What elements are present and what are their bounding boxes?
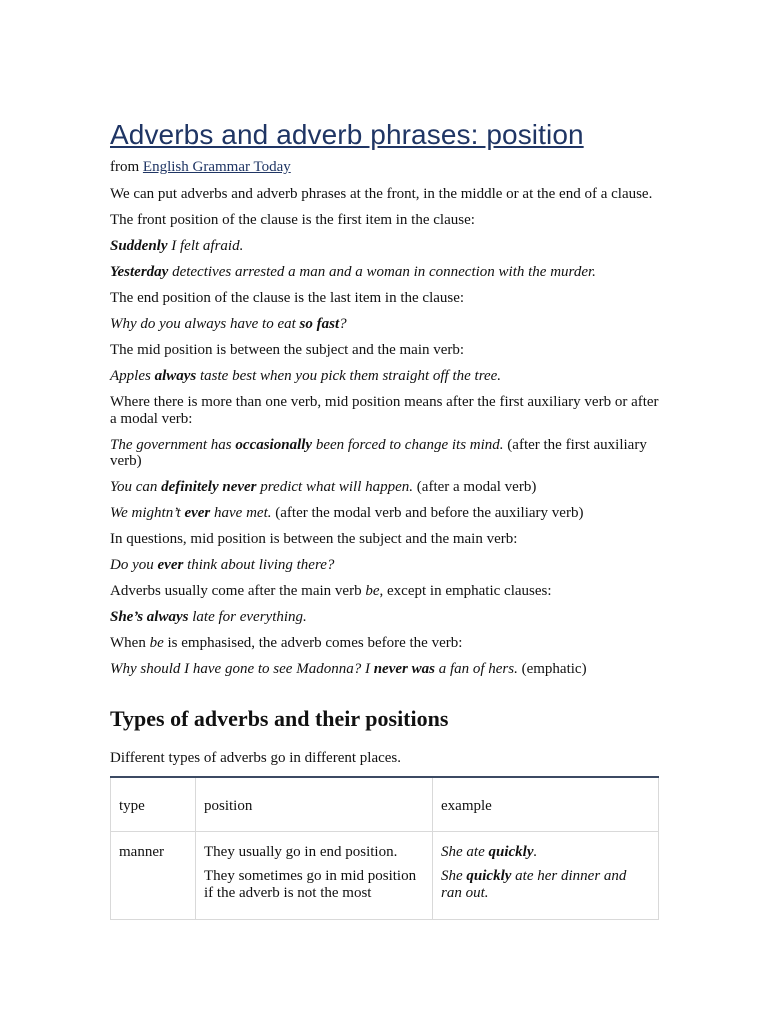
cell-paragraph: They usually go in end position. — [204, 843, 398, 860]
source-line — [110, 158, 660, 176]
paragraph: Why do you always have to eat so fast? — [110, 316, 347, 332]
paragraph: Yesterday detectives arrested a man and a woman in connection with the murder. — [110, 264, 596, 280]
source-prefix: from — [110, 159, 143, 175]
header-type: type — [111, 777, 196, 831]
page-title: Adverbs and adverb phrases: position — [110, 119, 584, 150]
table-header-row — [111, 777, 659, 831]
source-link[interactable]: English Grammar Today — [142, 159, 291, 175]
paragraph: Where there is more than one verb, mid position means after the first auxiliary verb or after a modal verb: — [110, 394, 659, 427]
header-example: example — [433, 777, 659, 831]
cell-position — [196, 831, 433, 919]
paragraph: Suddenly I felt afraid. — [110, 238, 244, 254]
section-intro: Different types of adverbs go in different places. — [110, 749, 402, 766]
paragraph: We can put adverbs and adverb phrases at the front, in the middle or at the end of a clause. — [110, 186, 653, 202]
cell-example-sentence: She quickly ate her dinner and ran out. — [441, 868, 627, 901]
cell-example-sentence: She ate quickly. — [441, 843, 538, 860]
cell-example — [433, 831, 659, 919]
paragraph: She’s always late for everything. — [110, 609, 307, 625]
paragraph: The government has occasionally been forced to change its mind. (after the first auxiliary verb) — [110, 436, 647, 469]
adverb-types-table — [110, 776, 659, 920]
body-text — [110, 186, 660, 678]
cell-type: manner — [111, 831, 196, 919]
paragraph: We mightn’t ever have met. (after the modal verb and before the auxiliary verb) — [110, 505, 584, 521]
section-heading: Types of adverbs and their positions — [110, 705, 449, 731]
paragraph: Why should I have gone to see Madonna? I never was a fan of hers. (emphatic) — [110, 661, 587, 677]
paragraph: You can definitely never predict what will happen. (after a modal verb) — [110, 479, 537, 495]
paragraph: When be is emphasised, the adverb comes before the verb: — [110, 635, 463, 651]
paragraph: Adverbs usually come after the main verb be, except in emphatic clauses: — [110, 583, 552, 599]
header-position: position — [196, 777, 433, 831]
table-row — [111, 831, 659, 919]
paragraph: The front position of the clause is the first item in the clause: — [110, 212, 475, 228]
paragraph: Do you ever think about living there? — [110, 557, 335, 573]
paragraph: The mid position is between the subject and the main verb: — [110, 342, 465, 358]
paragraph: The end position of the clause is the last item in the clause: — [110, 290, 465, 306]
paragraph: In questions, mid position is between the subject and the main verb: — [110, 531, 518, 547]
paragraph: Apples always taste best when you pick them straight off the tree. — [110, 368, 502, 384]
cell-paragraph: They sometimes go in mid position if the adverb is not the most — [204, 868, 417, 901]
document-page — [110, 118, 660, 920]
